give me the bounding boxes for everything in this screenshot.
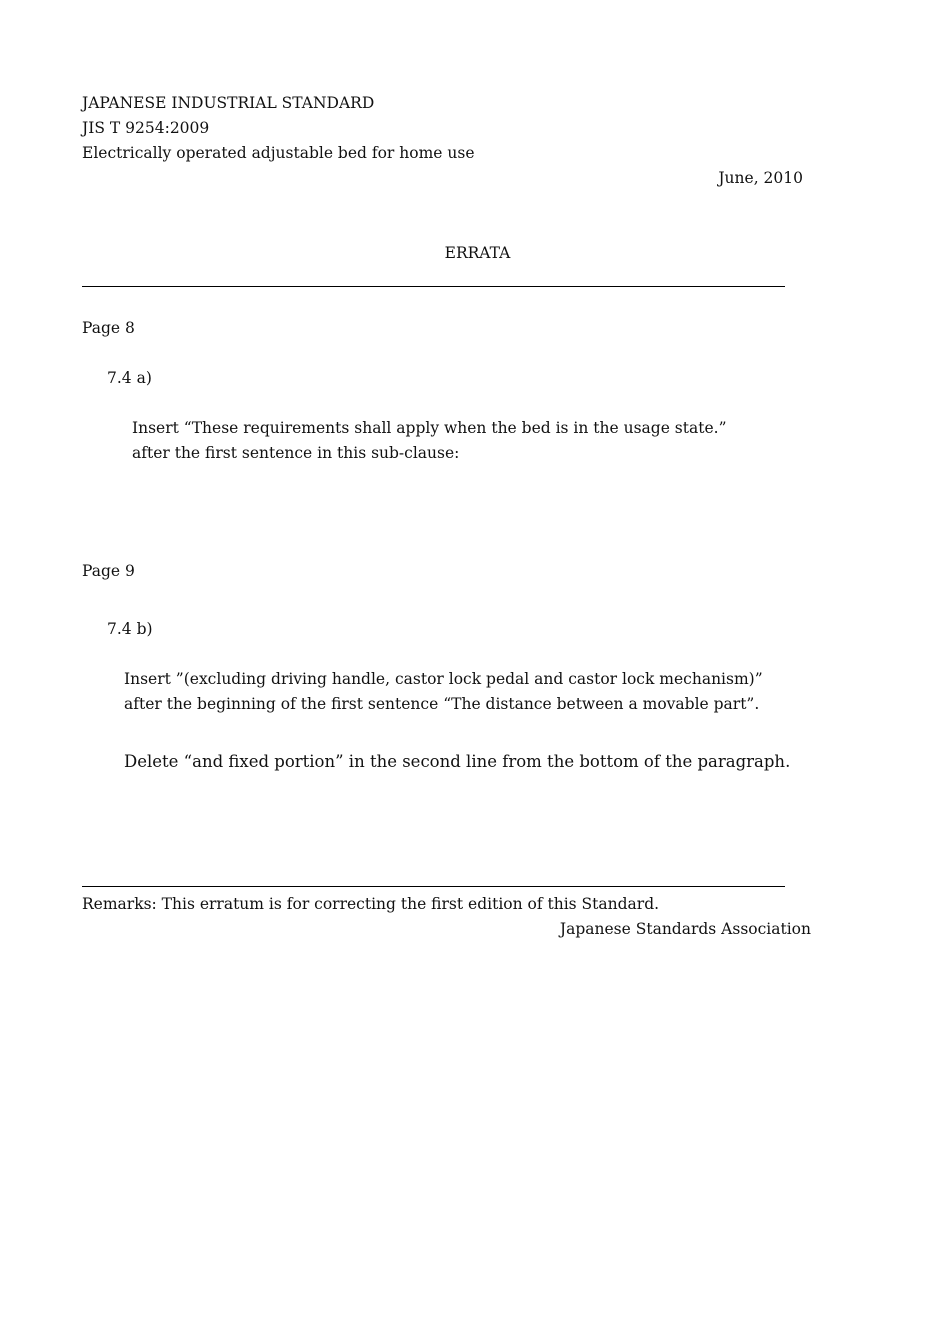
page-label: Page 9 — [82, 562, 135, 580]
issue-date: June, 2010 — [718, 169, 803, 187]
remarks: Remarks: This erratum is for correcting the first edition of this Standard. — [82, 895, 660, 913]
clause-label: 7.4 b) — [107, 620, 153, 638]
standard-title: Electrically operated adjustable bed for home use — [82, 144, 475, 162]
standard-number: JIS T 9254:2009 — [82, 119, 210, 137]
instruction-line: after the beginning of the first sentence “The distance between a movable part”. — [124, 695, 760, 713]
standard-type: JAPANESE INDUSTRIAL STANDARD — [82, 94, 375, 112]
publisher: Japanese Standards Association — [559, 920, 811, 938]
top-divider — [82, 286, 785, 287]
instruction-line: Delete “and fixed portion” in the second line from the bottom of the paragraph. — [124, 752, 791, 771]
page-label: Page 8 — [82, 319, 135, 337]
instruction-line: Insert “These requirements shall apply when the bed is in the usage state.” — [132, 419, 727, 437]
clause-label: 7.4 a) — [107, 369, 152, 387]
instruction-line: after the first sentence in this sub-clause: — [132, 444, 460, 462]
bottom-divider — [82, 886, 785, 887]
instruction-line: Insert ”(excluding driving handle, castor lock pedal and castor lock mechanism)” — [124, 670, 763, 688]
page-title: ERRATA — [444, 244, 511, 262]
